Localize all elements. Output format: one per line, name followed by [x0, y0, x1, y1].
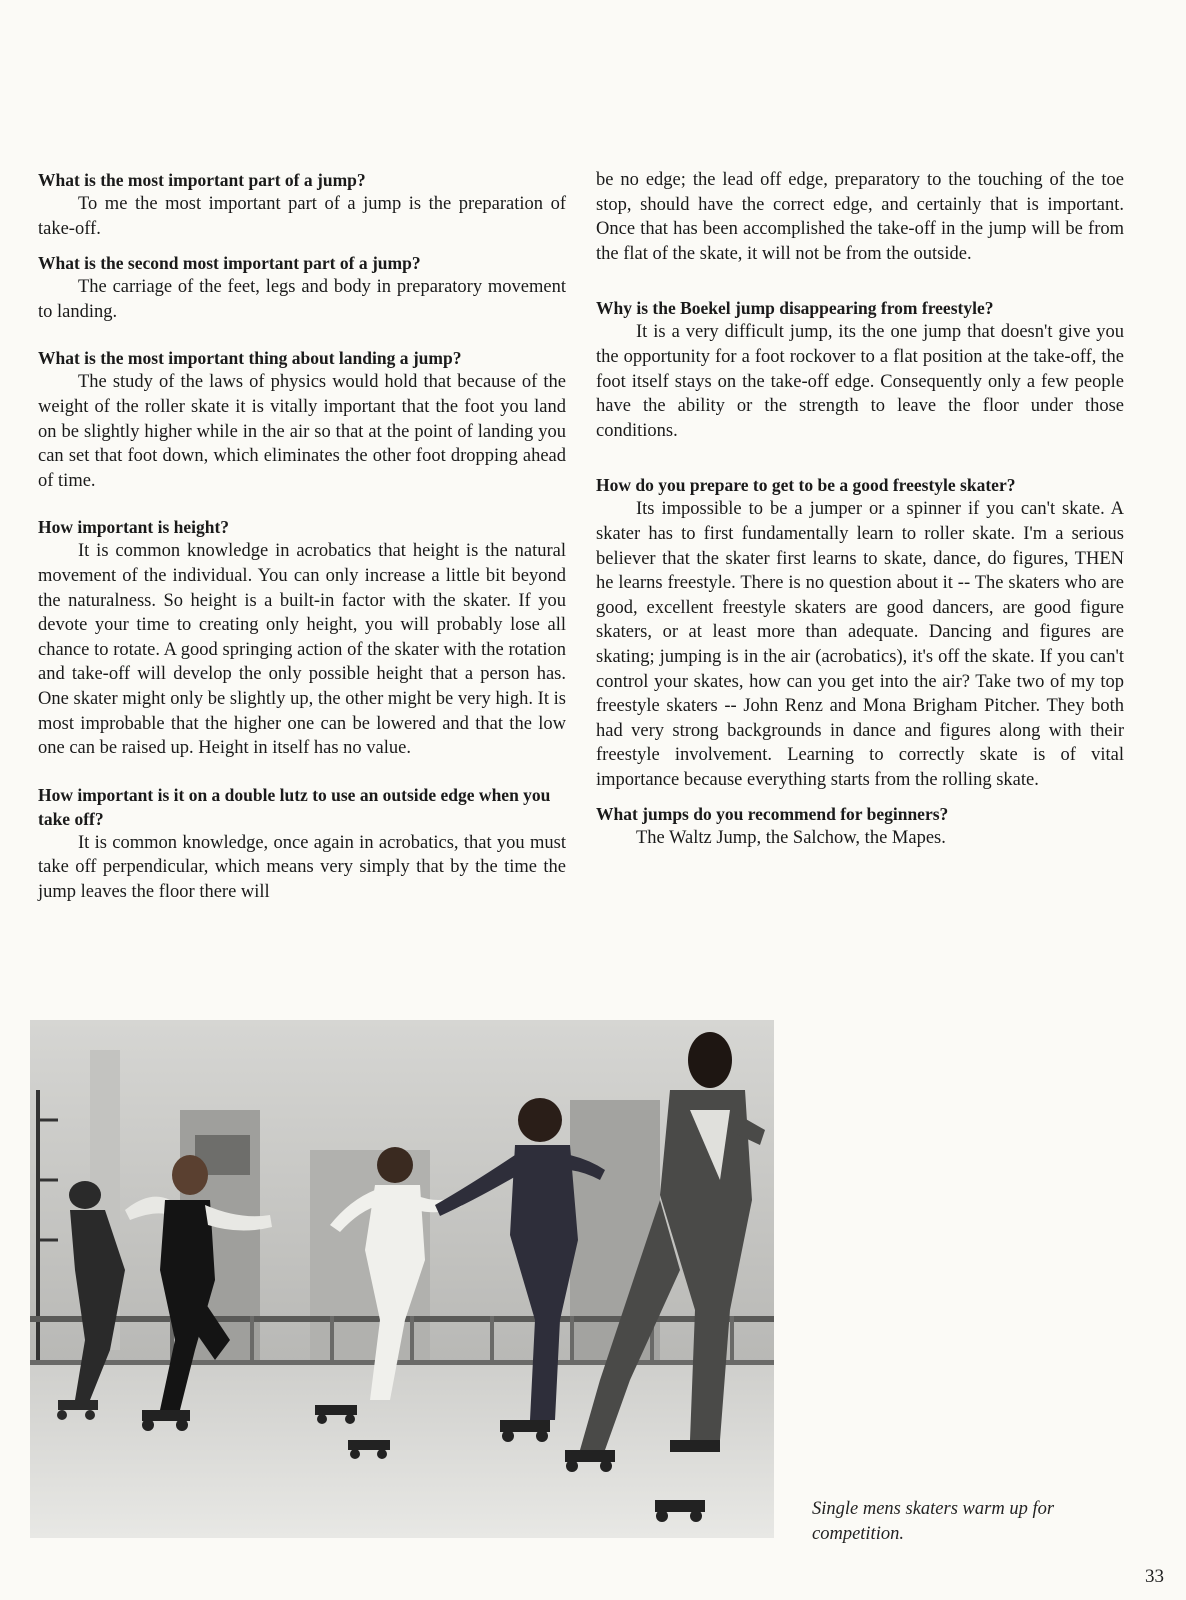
- question-heading: What is the second most important part of a jump?: [38, 253, 421, 274]
- page-number: 33: [1145, 1566, 1164, 1587]
- skaters-photo-illustration: [30, 1020, 774, 1538]
- answer-text: The study of the laws of physics would hold that because of the weight of the roller skate it is vitally important that the foot you land on be slightly higher while in the air so that at the point of landing you can set that foot down, which eliminates the other foot dropping ahead of time.: [38, 372, 566, 491]
- answer-text: The carriage of the feet, legs and body in preparatory movement to landing.: [38, 277, 566, 322]
- continued-answer-text: be no edge; the lead off edge, preparatory to the touching of the toe stop, should have the correct edge, and certainly that is important. Once that has been accomplished the take-off in the jump will be from the flat of the skate, it will not be from the outside.: [596, 170, 1124, 264]
- answer-text: Its impossible to be a jumper or a spinner if you can't skate. A skater has to first fundamentally learn to roller skate. I'm a serious believer that the skater first learns to skate, dance, do figures, THEN he learns freestyle. There is no question about it -- The skaters who are good, excellent freestyle skaters are good dancers, are good figure skaters, or at least more than adequate. Dancing and figures are skating; jumping is in the air (acrobatics), it's off the skate. If you can't control your skates, how can you get into the air? Take two of my top freestyle skaters -- John Renz and Mona Brigham Pitcher. They both had very strong backgrounds in dance and figures along with their freestyle involvement. Learning to correctly skate is of vital importance because everything starts from the rolling skate.: [596, 499, 1124, 790]
- qa-block: [596, 802, 1124, 851]
- qa-block: [38, 346, 566, 493]
- qa-block: [38, 168, 566, 241]
- qa-block: [38, 783, 566, 905]
- question-heading: Why is the Boekel jump disappearing from freestyle?: [596, 298, 994, 319]
- question-heading: What jumps do you recommend for beginners?: [596, 804, 949, 825]
- answer-text: The Waltz Jump, the Salchow, the Mapes.: [636, 828, 946, 849]
- question-heading: What is the most important part of a jump?: [38, 170, 366, 190]
- photo-caption: Single mens skaters warm up for competition.: [812, 1499, 1055, 1544]
- question-heading: What is the most important thing about landing a jump?: [38, 348, 462, 369]
- skaters-photo: [30, 1020, 774, 1538]
- qa-block: [38, 515, 566, 760]
- question-heading: How important is it on a double lutz to use an outside edge when you take off?: [38, 784, 551, 829]
- left-column: [38, 168, 566, 904]
- answer-text: It is a very difficult jump, its the one jump that doesn't give you the opportunity for a foot rockover to a flat position at the take-off, the foot itself stays on the take-off edge. Consequently only a few people have the ability or the strength to leave the floor under those conditions.: [596, 322, 1124, 441]
- question-heading: How do you prepare to get to be a good freestyle skater?: [596, 475, 1016, 496]
- answer-text: It is common knowledge in acrobatics that height is the natural movement of the individual. You can only increase a little bit beyond the naturalness. So height is a built-in factor with the skater. If you devote your time to creating only height, you will probably lose all chance to rotate. A good springing action of the skater with the rotation and take-off will develop the only possible height that a person has. One skater might only be slightly up, the other might be very high. It is most improbable that the higher one can be lowered and that the low one can be raised up. Height in itself has no value.: [38, 541, 566, 759]
- answer-text: To me the most important part of a jump is the preparation of take-off.: [38, 194, 566, 239]
- qa-block: [596, 296, 1124, 443]
- qa-block: [596, 473, 1124, 792]
- answer-text: It is common knowledge, once again in acrobatics, that you must take off perpendicular, which means very simply that by the time the jump leaves the floor there will: [38, 832, 566, 902]
- question-heading: How important is height?: [38, 517, 230, 538]
- qa-block: [38, 251, 566, 324]
- right-column: [596, 168, 1124, 851]
